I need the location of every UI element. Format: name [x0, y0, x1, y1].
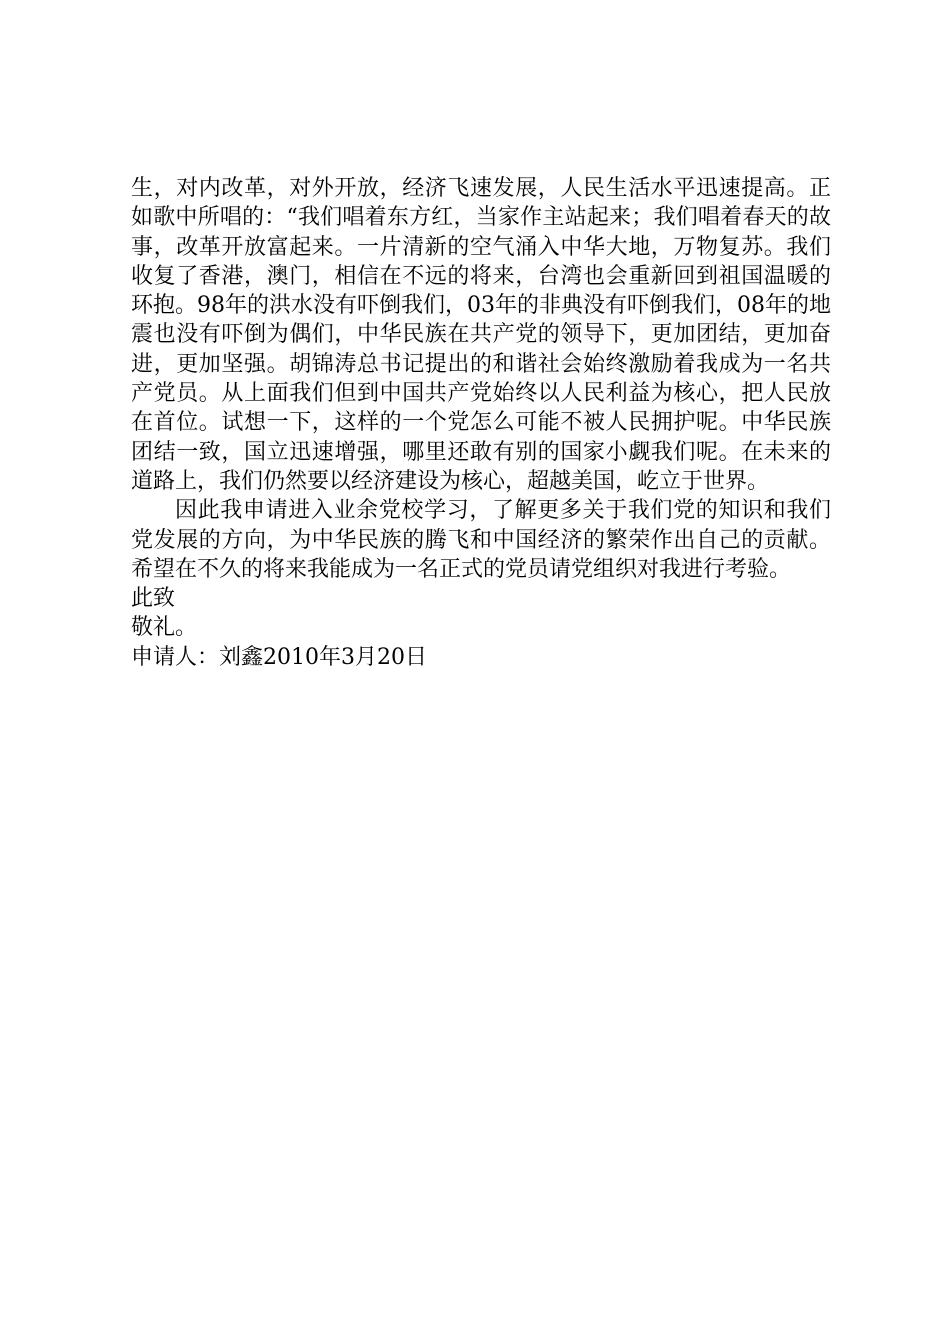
paragraph-application: 因此我申请进入业余党校学习，了解更多关于我们党的知识和我们党发展的方向，为中华民族的腾飞和中国经济的繁荣作出自己的贡献。希望在不久的将来我能成为一名正式的党员请党组织对我进行考验。 — [131, 498, 831, 582]
paragraph-continued: 生，对内改革，对外开放，经济飞速发展，人民生活水平迅速提高。正如歌中所唱的：“我们唱着东方红，当家作主站起来；我们唱着春天的故事，改革开放富起来。一片清新的空气涌入中华大地，万物复苏。我们收复了香港，澳门，相信在不远的将来，台湾也会重新回到祖国温暖的环抱。98年的洪水没有吓倒我们，03年的非典没有吓倒我们，08年的地震也没有吓倒为偶们，中华民族在共产党的领导下，更加团结，更加奋进，更加坚强。胡锦涛总书记提出的和谐社会始终激励着我成为一名共产党员。从上面我们但到中国共产党始终以人民利益为核心，把人民放在首位。试想一下，这样的一个党怎么可能不被人民拥护呢。中华民族团结一致，国立迅速增强，哪里还敢有别的国家小觑我们呢。在未来的道路上，我们仍然要以经济建设为核心，超越美国，屹立于世界。 — [131, 176, 831, 494]
signature-line: 申请人：刘鑫2010年3月20日 — [131, 644, 427, 670]
closing-salutation: 此致 — [131, 586, 176, 612]
document-body — [131, 174, 831, 672]
closing-regards: 敬礼。 — [131, 615, 198, 641]
